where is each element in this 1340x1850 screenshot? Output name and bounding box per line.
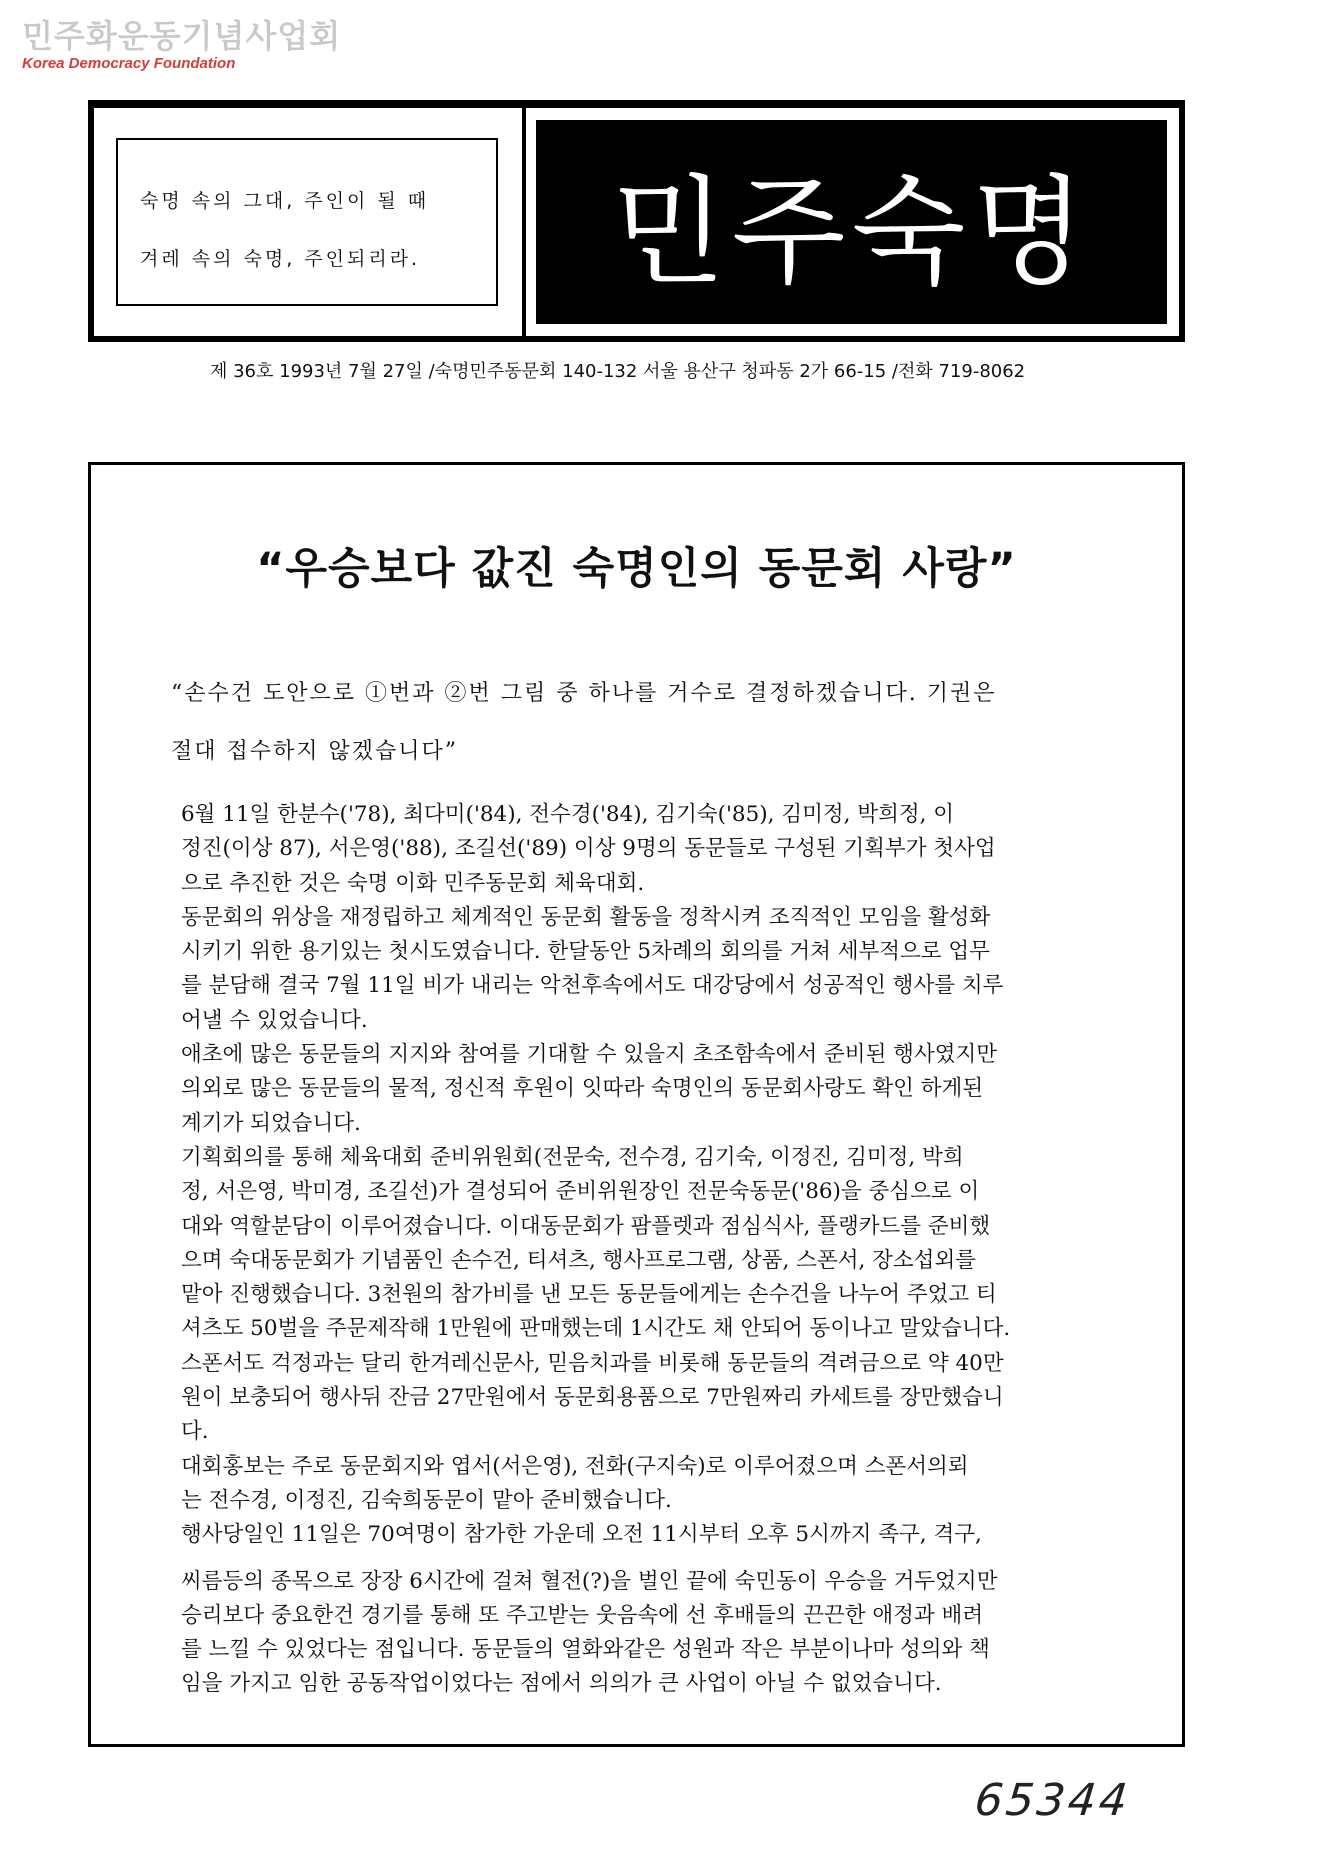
newsletter-masthead bbox=[88, 100, 1185, 342]
body-line: 씨름등의 종목으로 장장 6시간에 걸쳐 혈전(?)을 벌인 끝에 숙민동이 우승을 거두었지만 bbox=[181, 1568, 998, 1594]
body-line: 정, 서은영, 박미경, 조길선)가 결성되어 준비위원장인 전문숙동문('86)을 중심으로 이 bbox=[181, 1179, 980, 1205]
article-quote bbox=[171, 665, 1121, 781]
title-panel bbox=[536, 120, 1167, 324]
body-line: 승리보다 중요한건 경기를 통해 또 주고받는 웃음속에 선 후배들의 끈끈한 애정과 배려 bbox=[181, 1602, 984, 1628]
article-headline: “우승보다 값진 숙명인의 동문회 사랑” bbox=[256, 544, 1017, 594]
article-body bbox=[181, 798, 1131, 1702]
body-line: 행사당일인 11일은 70여명이 참가한 가운데 오전 11시부터 오후 5시까지 족구, 격구, bbox=[181, 1522, 982, 1548]
body-line: 6월 11일 한분수('78), 최다미('84), 전수경('84), 김기숙('85), 김미정, 박희정, 이 bbox=[181, 802, 955, 827]
body-line: 를 분담해 결국 7월 11일 비가 내리는 악천후속에서도 대강당에서 성공적인 행사를 치루 bbox=[181, 973, 1004, 999]
article-box bbox=[88, 462, 1185, 1747]
motto-panel bbox=[94, 108, 526, 336]
body-line: 임을 가지고 임한 공동작업이었다는 점에서 의의가 큰 사업이 아닐 수 없었습니다. bbox=[181, 1671, 942, 1697]
body-line: 기획회의를 통해 체육대회 준비위원회(전문숙, 전수경, 김기숙, 이정진, 김미정, 박희 bbox=[181, 1144, 964, 1170]
body-line: 대회홍보는 주로 동문회지와 엽서(서은영), 전화(구지숙)로 이루어졌으며 스폰서의뢰 bbox=[181, 1453, 969, 1479]
watermark-english: Korea Democracy Foundation bbox=[22, 55, 236, 72]
body-line: 맡아 진행했습니다. 3천원의 참가비를 낸 모든 동문들에게는 손수건을 나누어 주었고 티 bbox=[181, 1282, 997, 1308]
body-line: 의외로 많은 동문들의 물적, 정신적 후원이 잇따라 숙명인의 동문회사랑도 확인 하게된 bbox=[181, 1076, 984, 1102]
body-line: 셔츠도 50벌을 주문제작해 1만원에 판매했는데 1시간도 채 안되어 동이나고 말았습니다. bbox=[181, 1316, 1011, 1342]
issue-info-line: 제 36호 1993년 7월 27일 /숙명민주동문회 140-132 서울 용산구 청파동 2가 66-15 /전화 719-8062 bbox=[210, 361, 1026, 382]
body-line: 대와 역할분담이 이루어졌습니다. 이대동문회가 팜플렛과 점심식사, 플랭카드를 준비했 bbox=[181, 1213, 991, 1239]
body-line: 는 전수경, 이정진, 김숙희동문이 맡아 준비했습니다. bbox=[181, 1487, 672, 1513]
motto-box bbox=[116, 138, 498, 306]
motto-line-1: 숙명 속의 그대, 주인이 될 때 bbox=[140, 190, 430, 212]
body-line: 애초에 많은 동문들의 지지와 참여를 기대할 수 있을지 초조함속에서 준비된 행사였지만 bbox=[181, 1042, 998, 1068]
body-line: 으로 추진한 것은 숙명 이화 민주동문회 체육대회. bbox=[181, 870, 645, 896]
body-line: 원이 보충되어 행사뒤 잔금 27만원에서 동문회용품으로 7만원짜리 카세트를 장만했습니 bbox=[181, 1385, 1004, 1411]
newsletter-title: 민주숙명 bbox=[611, 163, 1092, 301]
quote-line: 절대 접수하지 않겠습니다” bbox=[171, 739, 459, 764]
body-line: 어낼 수 있었습니다. bbox=[181, 1007, 368, 1033]
body-line: 다. bbox=[181, 1419, 209, 1445]
foundation-watermark bbox=[22, 18, 341, 74]
body-line: 를 느낄 수 있었다는 점입니다. 동문들의 열화와같은 성원과 작은 부분이나마 성의와 책 bbox=[181, 1637, 990, 1663]
body-line: 으며 숙대동문회가 기념품인 손수건, 티셔츠, 행사프로그램, 상품, 스폰서, 장소섭외를 bbox=[181, 1247, 976, 1273]
quote-line: “손수건 도안으로 ①번과 ②번 그림 중 하나를 거수로 결정하겠습니다. 기권은 bbox=[171, 681, 997, 706]
body-line: 정진(이상 87), 서은영('88), 조길선('89) 이상 9명의 동문들로 구성된 기획부가 첫사업 bbox=[181, 836, 996, 862]
motto-line-2: 겨레 속의 숙명, 주인되리라. bbox=[140, 248, 421, 270]
body-line: 동문회의 위상을 재정립하고 체계적인 동문회 활동을 정착시켜 조직적인 모임을 활성화 bbox=[181, 904, 991, 930]
watermark-korean: 민주화운동기념사업회 bbox=[22, 17, 342, 55]
body-line: 스폰서도 걱정과는 달리 한겨레신문사, 믿음치과를 비롯해 동문들의 격려금으로 약 40만 bbox=[181, 1350, 1004, 1376]
body-line: 계기가 되었습니다. bbox=[181, 1110, 361, 1136]
handwritten-archive-number: 65344 bbox=[972, 1775, 1133, 1826]
body-line: 시키기 위한 용기있는 첫시도였습니다. 한달동안 5차례의 회의를 거쳐 세부적으로 업무 bbox=[181, 939, 990, 965]
